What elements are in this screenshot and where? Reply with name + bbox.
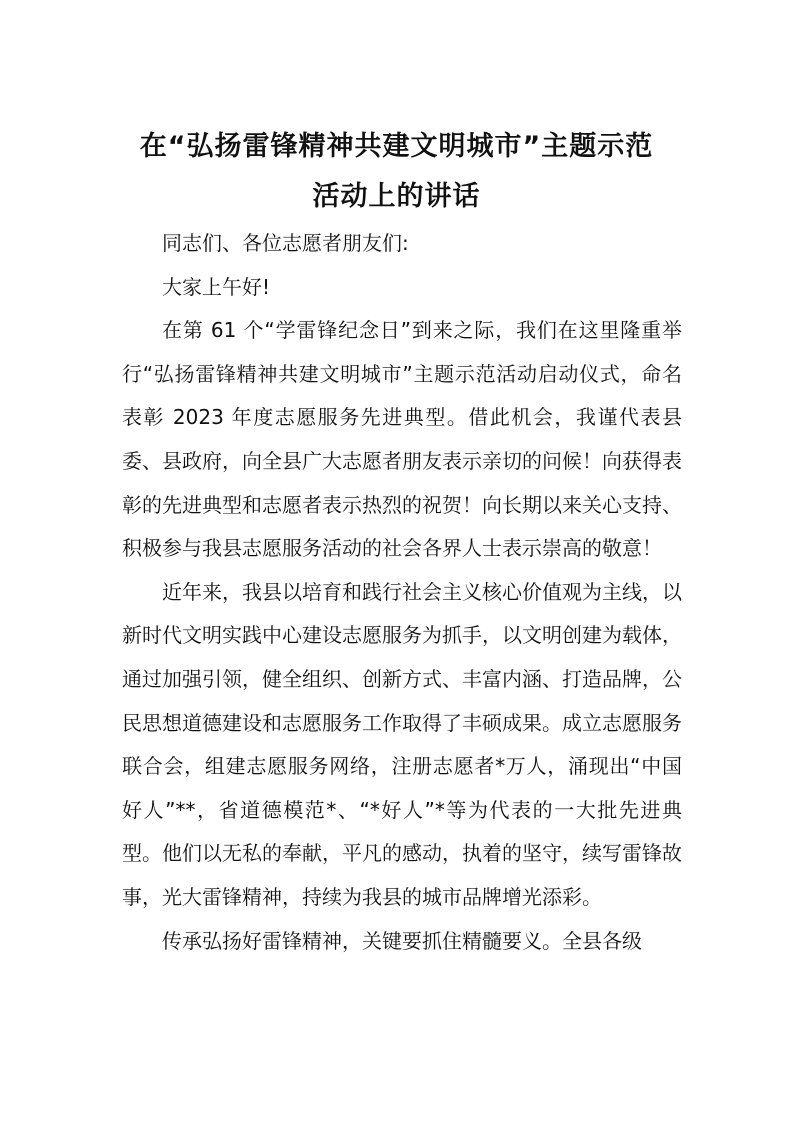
document-title-line-2: 活动上的讲话 — [312, 181, 481, 212]
greeting: 大家上午好! — [162, 274, 271, 299]
document-body — [122, 222, 682, 963]
body-paragraph-2: 近年来，我县以培育和践行社会主义核心价值观为主线，以新时代文明实践中心建设志愿服务为抓手，以文明创建为载体，通过加强引领，健全组织、创新方式、丰富内涵、打造品牌，公民思想道德建设和志愿服务工作取得了丰硕成果。成立志愿服务联合会，组建志愿服务网络，注册志愿者*万人，涌现出“中国好人”**，省道德模范*、“*好人”*等为代表的一大批先进典型。他们以无私的奉献，平凡的感动，执着的坚守，续写雷锋故事，光大雷锋精神，持续为我县的城市品牌增光添彩。 — [122, 579, 682, 909]
salutation: 同志们、各位志愿者朋友们: — [162, 231, 409, 255]
document-title-line-1: 在“弘扬雷锋精神共建文明城市”主题示范 — [139, 131, 654, 162]
body-paragraph-1: 在第 61 个“学雷锋纪念日”到来之际，我们在这里隆重举行“弘扬雷锋精神共建文明城市”主题示范活动启动仪式，命名表彰 2023 年度志愿服务先进典型。借此机会，我谨代表县委、县政府，向全县广大志愿者朋友表示亲切的问候！向获得表彰的先进典型和志愿者表示热烈的祝贺！向长期以来关心支持、积极参与我县志愿服务活动的社会各界人士表示崇高的敬意！ — [122, 318, 682, 561]
body-paragraph-3: 传承弘扬好雷锋精神，关键要抓住精髓要义。全县各级 — [162, 928, 642, 953]
